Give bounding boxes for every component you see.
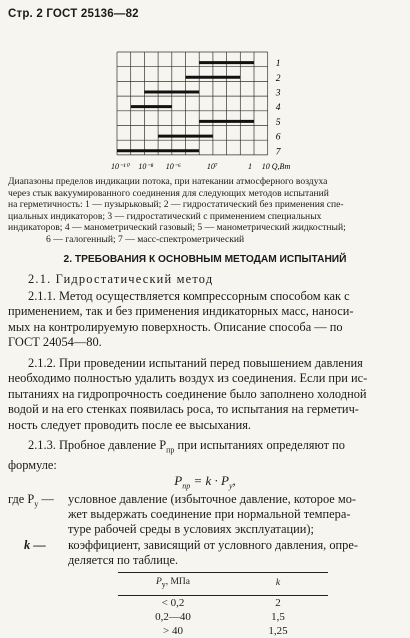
text-line: водой и на его стенках появилась роса, то испытания на герметич-	[8, 402, 359, 417]
paragraph-heading: 2.1. Гидростатический метод	[28, 272, 214, 286]
row-label: 1	[275, 59, 281, 70]
text-line: 2.1.2. При проведении испытаний перед повышением давления	[28, 356, 363, 370]
text-line: деляется по таблице.	[68, 553, 179, 568]
row-label: 6	[275, 132, 281, 143]
x-tick-label: 1	[248, 161, 252, 171]
row-label: 2	[275, 73, 281, 84]
x-tick-label: 10⁷	[206, 161, 218, 171]
section-title: 2. ТРЕБОВАНИЯ К ОСНОВНЫМ МЕТОДАМ ИСПЫТАНИЙ	[63, 254, 347, 265]
text-line: необходимо полностью удалить воздух из соединения. Если при ис-	[8, 371, 368, 386]
cell-k: 1,5	[271, 610, 285, 623]
text-line: применением, так и без применения индикаторных масс, наноси-	[8, 304, 354, 319]
diagram-row-labels	[275, 59, 282, 157]
text-line: ГОСТ 24054—80.	[8, 335, 102, 350]
row-label: 4	[275, 103, 281, 114]
formula: $P_{пр} = k \cdot P_у$,	[174, 473, 236, 491]
caption-line: 6 — галогенный; 7 — масс-спектрометрический	[46, 233, 245, 245]
x-tick-label: 10 Q,Вт	[261, 161, 291, 171]
caption-line: на герметичность: 1 — пузырьковый; 2 — гидростатический без применения спе-	[8, 199, 344, 211]
row-label: 3	[275, 88, 281, 99]
text-line: коэффициент, зависящий от условного давления, опре-	[68, 538, 358, 552]
text-line: 2.1.3. Пробное давление $P_{пр}$ при испытаниях определяют по	[28, 438, 345, 455]
table-row	[118, 610, 328, 624]
page-header: Стр. 2 ГОСТ 25136—82	[8, 8, 139, 20]
row-label: 7	[275, 147, 281, 158]
x-tick-label: 10⁻⁶	[165, 161, 181, 171]
paragraph-2-1	[8, 272, 400, 287]
text-line: 2.1.1. Метод осуществляется компрессорным способом как с	[28, 289, 350, 303]
table-row	[118, 595, 328, 610]
table-header-k: k	[228, 573, 328, 596]
table-header-pressure: $P_у$, МПа	[118, 573, 228, 596]
cell-k: 2	[275, 596, 281, 609]
coefficient-table	[118, 572, 328, 638]
caption-line: через стык вакуумированного соединения для следующих методов испытаний	[8, 187, 329, 199]
figure-caption	[8, 176, 398, 246]
paragraph-2-1-2	[8, 356, 400, 433]
x-tick-label: 10⁻¹⁰	[111, 161, 129, 171]
range-diagram	[0, 0, 410, 180]
caption-line: Диапазоны пределов индикации потока, при натекании атмосферного воздуха	[8, 176, 328, 187]
text-line: мых на контролируемую поверхность. Описание способа — по	[8, 319, 343, 334]
caption-line: индикаторов; 4 — манометрический газовый; 5 — манометрический жидкостный;	[8, 222, 346, 234]
diagram-grid	[117, 52, 268, 155]
caption-line: циальных индикаторов; 3 — гидростатический с применением специальных	[8, 210, 322, 222]
definition-k: k — коэффициент, зависящий от условного давления, опре- деляется по таблице.	[24, 538, 404, 568]
definition-p-y: где $P_у$ — условное давление (избыточное давление, которое мо- жет выдержать соединение при нормальной темпера- туре рабочей среды в условиях эксплуатации);	[8, 492, 403, 538]
diagram-x-ticks	[111, 162, 290, 171]
paragraph-2-1-1	[8, 289, 400, 351]
cell-pressure: < 0,2	[161, 596, 185, 609]
paragraph-2-1-3	[8, 438, 400, 473]
text-line: жет выдержать соединение при нормальной темпера-	[68, 507, 351, 522]
cell-pressure: > 40	[163, 624, 183, 637]
table-row	[118, 624, 328, 638]
text-line: условное давление (избыточное давление, которое мо-	[68, 492, 357, 506]
row-label: 5	[275, 117, 281, 128]
text-line: ность следует проводить после ее высыхания.	[8, 417, 251, 432]
text-line: туре рабочей среды в условиях эксплуатации);	[68, 522, 314, 537]
cell-pressure: 0,2—40	[155, 610, 191, 623]
text-line: пытаниях на гидропрочность соединение было заполнено холодной	[8, 386, 367, 401]
x-tick-label: 10⁻⁸	[138, 161, 154, 171]
cell-k: 1,25	[268, 624, 288, 637]
text-line: формуле:	[8, 457, 57, 472]
